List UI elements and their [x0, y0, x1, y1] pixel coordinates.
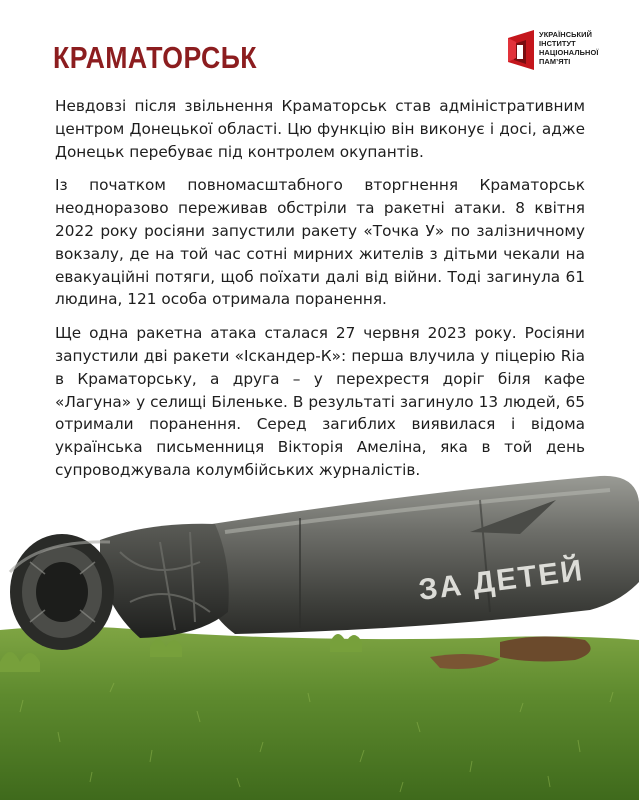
institute-logo-text: УКРАЇНСЬКИЙ ІНСТИТУТ НАЦІОНАЛЬНОЇ ПАМ’ЯТІ — [539, 30, 599, 66]
missile-wreck-photo — [0, 462, 639, 800]
institute-logo-mark-icon — [506, 28, 536, 72]
institute-logo — [506, 28, 621, 74]
rocket-engine-section — [100, 524, 229, 638]
nozzle-core — [36, 562, 88, 622]
paragraph-1: Невдовзі після звільнення Краматорськ став адміністративним центром Донецької області. Цю функцію він виконує і досі, адже Донецьк перебуває під контролем окупантів. — [55, 97, 585, 161]
article-body — [55, 95, 585, 493]
graffiti-text: ЗА ДЕТЕЙ — [416, 553, 586, 607]
dirt-patch — [500, 636, 591, 661]
page-title: КРАМАТОРСЬК — [53, 40, 257, 75]
paragraph-3: Ще одна ракетна атака сталася 27 червня 2023 року. Росіяни запустили дві ракети «Іскандер-К»: перша влучила у піцерію Ria в Краматорську, а друга – у перехрестя доріг біля кафе «Лагуна» у селищі Біленьке. В результаті загинуло 13 людей, 65 отримали поранення. Серед загиблих виявилася і відома українська письменниця Вікторія Амеліна, яка в той день супроводжувала колумбійських журналістів. — [55, 324, 585, 479]
paragraph-2: Із початком повномасштабного вторгнення Краматорськ неодноразово переживав обстріли та ракетні атаки. 8 квітня 2022 року росіяни запустили ракету «Точка У» по залізничному вокзалу, де на той час сотні мирних жителів з дітьми чекали на евакуаційні потяги, щоб поїхати далі від війни. Тоді загинула 61 людина, 121 особа отримала поранення. — [55, 176, 585, 309]
